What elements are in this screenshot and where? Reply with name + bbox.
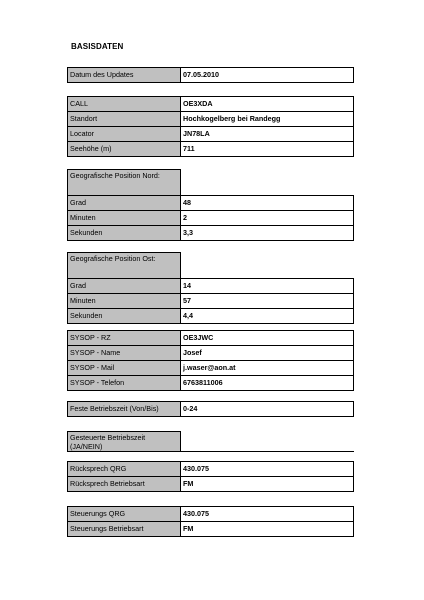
gesteuert-label: Gesteuerte Betriebszeit (JA/NEIN) xyxy=(68,432,181,452)
sysop-rz-value: OE3JWC xyxy=(181,331,354,346)
update-value: 07.05.2010 xyxy=(181,68,354,83)
position-ost-header-blank xyxy=(181,253,354,279)
betriebszeit-table xyxy=(67,401,354,417)
update-table xyxy=(67,67,354,83)
station-table xyxy=(67,96,354,157)
update-label: Datum des Updates xyxy=(68,68,181,83)
betriebszeit-label: Feste Betriebszeit (Von/Bis) xyxy=(68,402,181,417)
sysop-mail-label: SYSOP - Mail xyxy=(68,361,181,376)
ost-grad-label: Grad xyxy=(68,279,181,294)
sysop-mail-value: j.waser@aon.at xyxy=(181,361,354,376)
nord-minuten-label: Minuten xyxy=(68,211,181,226)
ost-minuten-value: 57 xyxy=(181,294,354,309)
rucksprech-betriebsart-value: FM xyxy=(181,477,354,492)
locator-label: Locator xyxy=(68,127,181,142)
steuerung-betriebsart-label: Steuerungs Betriebsart xyxy=(68,522,181,537)
call-label: CALL xyxy=(68,97,181,112)
ost-sekunden-label: Sekunden xyxy=(68,309,181,324)
ost-minuten-label: Minuten xyxy=(68,294,181,309)
nord-sekunden-value: 3,3 xyxy=(181,226,354,241)
steuerung-qrg-label: Steuerungs QRG xyxy=(68,507,181,522)
ost-sekunden-value: 4,4 xyxy=(181,309,354,324)
gesteuert-value xyxy=(181,432,355,452)
rucksprech-qrg-label: Rücksprech QRG xyxy=(68,462,181,477)
steuerung-qrg-value: 430.075 xyxy=(181,507,354,522)
standort-label: Standort xyxy=(68,112,181,127)
seehoehe-value: 711 xyxy=(181,142,354,157)
nord-minuten-value: 2 xyxy=(181,211,354,226)
steuerung-betriebsart-value: FM xyxy=(181,522,354,537)
sysop-telefon-value: 6763811006 xyxy=(181,376,354,391)
position-ost-header: Geografische Position Ost: xyxy=(68,253,181,279)
sysop-name-label: SYSOP - Name xyxy=(68,346,181,361)
nord-sekunden-label: Sekunden xyxy=(68,226,181,241)
rucksprech-table xyxy=(67,461,354,492)
ost-grad-value: 14 xyxy=(181,279,354,294)
sysop-rz-label: SYSOP - RZ xyxy=(68,331,181,346)
sysop-table xyxy=(67,330,354,391)
position-ost-table xyxy=(67,252,354,324)
nord-grad-value: 48 xyxy=(181,196,354,211)
nord-grad-label: Grad xyxy=(68,196,181,211)
position-nord-table xyxy=(67,169,354,241)
sysop-telefon-label: SYSOP - Telefon xyxy=(68,376,181,391)
locator-value: JN78LA xyxy=(181,127,354,142)
rucksprech-qrg-value: 430.075 xyxy=(181,462,354,477)
sysop-name-value: Josef xyxy=(181,346,354,361)
page-title: BASISDATEN xyxy=(71,42,124,51)
betriebszeit-value: 0-24 xyxy=(181,402,354,417)
position-nord-header: Geografische Position Nord: xyxy=(68,170,181,196)
seehoehe-label: Seehöhe (m) xyxy=(68,142,181,157)
position-nord-header-blank xyxy=(181,170,354,196)
standort-value: Hochkogelberg bei Randegg xyxy=(181,112,354,127)
rucksprech-betriebsart-label: Rücksprech Betriebsart xyxy=(68,477,181,492)
gesteuert-table xyxy=(67,431,354,452)
call-value: OE3XDA xyxy=(181,97,354,112)
steuerung-table xyxy=(67,506,354,537)
